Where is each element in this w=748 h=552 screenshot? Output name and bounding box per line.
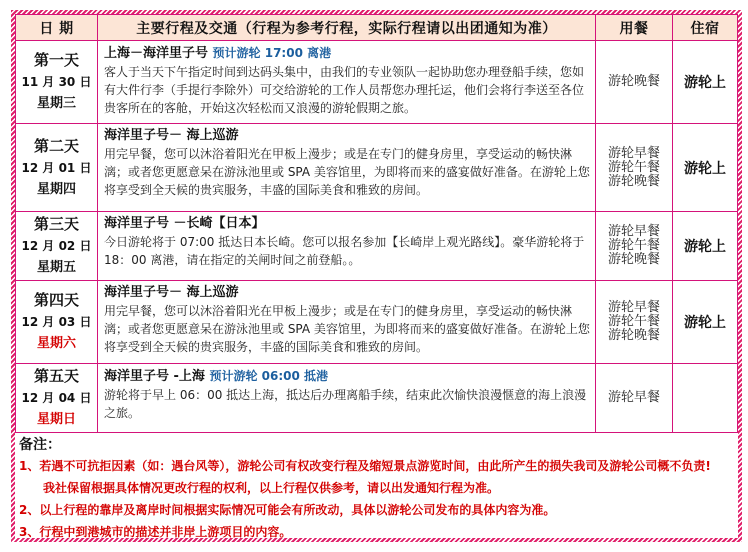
itinerary-container <box>15 14 738 538</box>
stay-cell <box>673 364 738 433</box>
meal-item: 游轮晚餐 <box>607 74 660 89</box>
table-row <box>16 281 738 364</box>
date-cell <box>16 281 98 364</box>
itinerary-cell <box>98 212 596 281</box>
meal-cell <box>596 212 673 281</box>
itinerary-description: 用完早餐，您可以沐浴着阳光在甲板上漫步；或是在专门的健身房里，享受运动的畅快淋漓；或者您更愿意呆在游泳池里或 SPA 美容馆里，为即将而来的盛宴做好准备。在游轮上您将享受到全天候的贵宾服务，丰盛的国际美食和雅致的房间。 <box>104 147 590 197</box>
header-accommodation: 住宿 <box>673 15 738 41</box>
note-item: 2、以上行程的靠岸及离岸时间根据实际情况可能会有所改动，具体以游轮公司发布的具体内容为准。 <box>19 503 556 517</box>
meal-item: 游轮早餐 <box>607 145 660 161</box>
note-item: 我社保留根据具体情况更改行程的权利，以上行程仅供参考，请以出发通知行程为准。 <box>43 481 500 495</box>
route-text: 上海－海洋里子号 <box>104 46 209 61</box>
date-label: 12 月 02 日 <box>21 239 92 253</box>
table-row <box>16 124 738 212</box>
weekday-label: 星期四 <box>36 181 76 197</box>
table-row <box>16 212 738 281</box>
table-header-row <box>16 15 738 41</box>
itinerary-cell <box>98 124 596 212</box>
meal-cell <box>596 41 673 124</box>
date-label: 11 月 30 日 <box>21 75 92 89</box>
itinerary-title: 海洋里子号 －长崎【日本】 <box>104 216 265 231</box>
itinerary-title: 海洋里子号－ 海上巡游 <box>104 285 239 300</box>
weekday-label: 星期日 <box>36 412 76 427</box>
day-label: 第二天 <box>33 136 79 155</box>
stay-cell: 游轮上 <box>673 124 738 212</box>
meal-item: 游轮早餐 <box>607 224 660 239</box>
table-row <box>16 364 738 433</box>
itinerary-table <box>15 14 738 433</box>
departure-time-highlight: 预计游轮 17:00 离港 <box>212 46 332 60</box>
stay-cell: 游轮上 <box>673 212 738 281</box>
itinerary-cell <box>98 41 596 124</box>
arrival-time-highlight: 预计游轮 06:00 抵港 <box>209 369 329 383</box>
date-cell <box>16 124 98 212</box>
meal-cell <box>596 124 673 212</box>
day-label: 第三天 <box>33 215 79 233</box>
meal-item: 游轮午餐 <box>607 314 660 329</box>
meal-item: 游轮晚餐 <box>607 328 660 343</box>
date-label: 12 月 03 日 <box>21 315 92 329</box>
itinerary-title <box>104 44 590 63</box>
date-cell <box>16 364 98 433</box>
header-date: 日 期 <box>16 15 98 41</box>
meal-cell <box>596 364 673 433</box>
itinerary-description: 游轮将于早上 06：00 抵达上海，抵达后办理离船手续，结束此次愉快浪漫惬意的海上浪漫之旅。 <box>104 388 587 420</box>
itinerary-title <box>104 367 590 386</box>
meal-item: 游轮晚餐 <box>607 173 660 189</box>
itinerary-description: 用完早餐，您可以沐浴着阳光在甲板上漫步；或是在专门的健身房里，享受运动的畅快淋漓；或者您更愿意呆在游泳池里或 SPA 美容馆里，为即将而来的盛宴做好准备。在游轮上您将享受到全天候的贵宾服务，丰盛的国际美食和雅致的房间。 <box>104 304 590 354</box>
date-label: 12 月 01 日 <box>21 160 92 175</box>
stay-cell: 游轮上 <box>673 281 738 364</box>
meal-item: 游轮早餐 <box>607 390 660 405</box>
notes-section <box>15 433 738 543</box>
itinerary-description: 客人于当天下午指定时间到达码头集中，由我们的专业领队一起协助您办理登船手续，您如有大件行李（手提行李除外）可交给游轮的工作人员帮您办理托运，他们会将行李送至各位贵客所在的客舱，开始这次轻松而又浪漫的游轮假期之旅。 <box>104 65 585 115</box>
meal-item: 游轮午餐 <box>607 238 660 253</box>
itinerary-cell <box>98 364 596 433</box>
day-label: 第一天 <box>33 51 79 69</box>
day-label: 第五天 <box>33 367 79 385</box>
itinerary-cell <box>98 281 596 364</box>
weekday-label: 星期五 <box>36 260 76 275</box>
route-text: 海洋里子号 -上海 <box>104 369 205 384</box>
itinerary-frame <box>11 10 742 542</box>
note-item: 3、行程中到港城市的描述并非岸上游项目的内容。 <box>19 525 292 539</box>
date-label: 12 月 04 日 <box>21 391 92 405</box>
date-cell <box>16 212 98 281</box>
day-label: 第四天 <box>33 291 79 309</box>
meal-item: 游轮早餐 <box>607 300 660 315</box>
itinerary-title: 海洋里子号－ 海上巡游 <box>104 128 239 143</box>
meal-cell <box>596 281 673 364</box>
notes-title: 备注： <box>19 437 61 453</box>
table-row <box>16 41 738 124</box>
header-main-itinerary: 主要行程及交通（行程为参考行程，实际行程请以出团通知为准） <box>98 15 596 41</box>
itinerary-description: 今日游轮将于 07:00 抵达日本长崎。您可以报名参加【长崎岸上观光路线】。豪华游轮将于 18：00 离港，请在指定的关闸时间之前登船。。 <box>104 235 585 267</box>
weekday-label: 星期六 <box>36 336 76 351</box>
date-cell <box>16 41 98 124</box>
meal-item: 游轮午餐 <box>607 159 660 175</box>
meal-item: 游轮晚餐 <box>607 252 660 267</box>
weekday-label: 星期三 <box>36 96 76 111</box>
header-meals: 用餐 <box>596 15 673 41</box>
stay-cell: 游轮上 <box>673 41 738 124</box>
note-item: 1、若遇不可抗拒因素（如：遇台风等），游轮公司有权改变行程及缩短景点游览时间，由此所产生的损失我司及游轮公司概不负责! <box>19 459 711 473</box>
